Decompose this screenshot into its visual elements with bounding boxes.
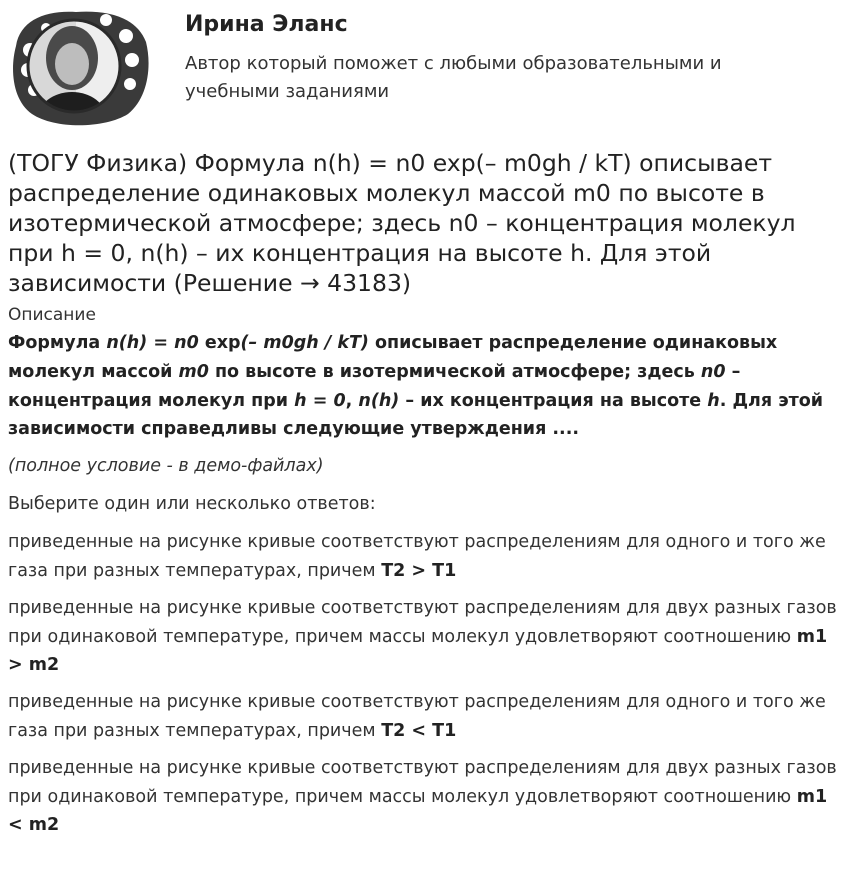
answer-option-text: приведенные на рисунке кривые соответствуют распределениям для одного и того же газа при разных температурах, причем (8, 532, 826, 581)
answer-option-text: приведенные на рисунке кривые соответствуют распределениям для двух разных газов при одинаковой температуре, причем массы молекул удовлетворяют соотношению (8, 757, 837, 807)
full-condition-note: (полное условие - в демо-файлах) (8, 456, 324, 477)
avatar-photo (6, 6, 152, 128)
answer-option (8, 688, 838, 746)
description-label: Описание (8, 305, 96, 325)
answer-option-condition: m1 > m2 (8, 626, 828, 676)
answer-option (8, 594, 838, 680)
problem-text: по высоте в изотермической атмосфере; здесь (208, 361, 701, 382)
problem-formula: n(h) (358, 390, 400, 411)
task-content (8, 302, 838, 848)
problem-text: – их концентрация на высоте (399, 390, 708, 411)
problem-formula: h = 0 (294, 390, 346, 411)
problem-formula: (– m0gh / kT) (240, 333, 369, 353)
problem-formula: m0 (178, 361, 209, 382)
answer-option-condition: m1 < m2 (8, 786, 828, 836)
answer-option-condition: T2 > T1 (381, 560, 457, 581)
answer-option-condition: T2 < T1 (381, 720, 457, 741)
problem-formula: h (707, 390, 720, 411)
answer-option (8, 754, 838, 840)
problem-text: описывает распределение одинаковых молекул массой (8, 333, 778, 382)
problem-formula: n(h) = n0 (106, 333, 205, 353)
avatar[interactable] (6, 6, 152, 128)
author-description: Автор который поможет с любыми образовательными и учебными заданиями (185, 53, 722, 102)
page-title: (ТОГУ Физика) Формула n(h) = n0 exp(– m0gh / kT) описывает распределение одинаковых молекул массой m0 по высоте в изотермической атмосфере; здесь n0 – концентрация молекул при h = 0, n(h) – их концентрация на высоте h. Для этой зависимости (Решение → 43183) (8, 149, 796, 297)
answer-option-text: приведенные на рисунке кривые соответствуют распределениям для двух разных газов при одинаковой температуре, причем массы молекул удовлетворяют соотношению (8, 597, 837, 647)
problem-text: . Для этой зависимости справедливы следующие утверждения .... (8, 390, 823, 440)
author-card (0, 0, 847, 130)
problem-formula: n0 (700, 361, 726, 382)
problem-text: Формула (8, 333, 107, 353)
author-name[interactable]: Ирина Эланс (185, 12, 348, 37)
problem-statement (8, 329, 838, 444)
problem-text: exp (204, 333, 241, 353)
problem-text: , (345, 390, 359, 411)
answer-option (8, 528, 838, 586)
answer-prompt: Выберите один или несколько ответов: (8, 494, 376, 515)
answer-option-text: приведенные на рисунке кривые соответствуют распределениям для одного и того же газа при разных температурах, причем (8, 692, 826, 741)
problem-text: – концентрация молекул при (8, 361, 741, 411)
